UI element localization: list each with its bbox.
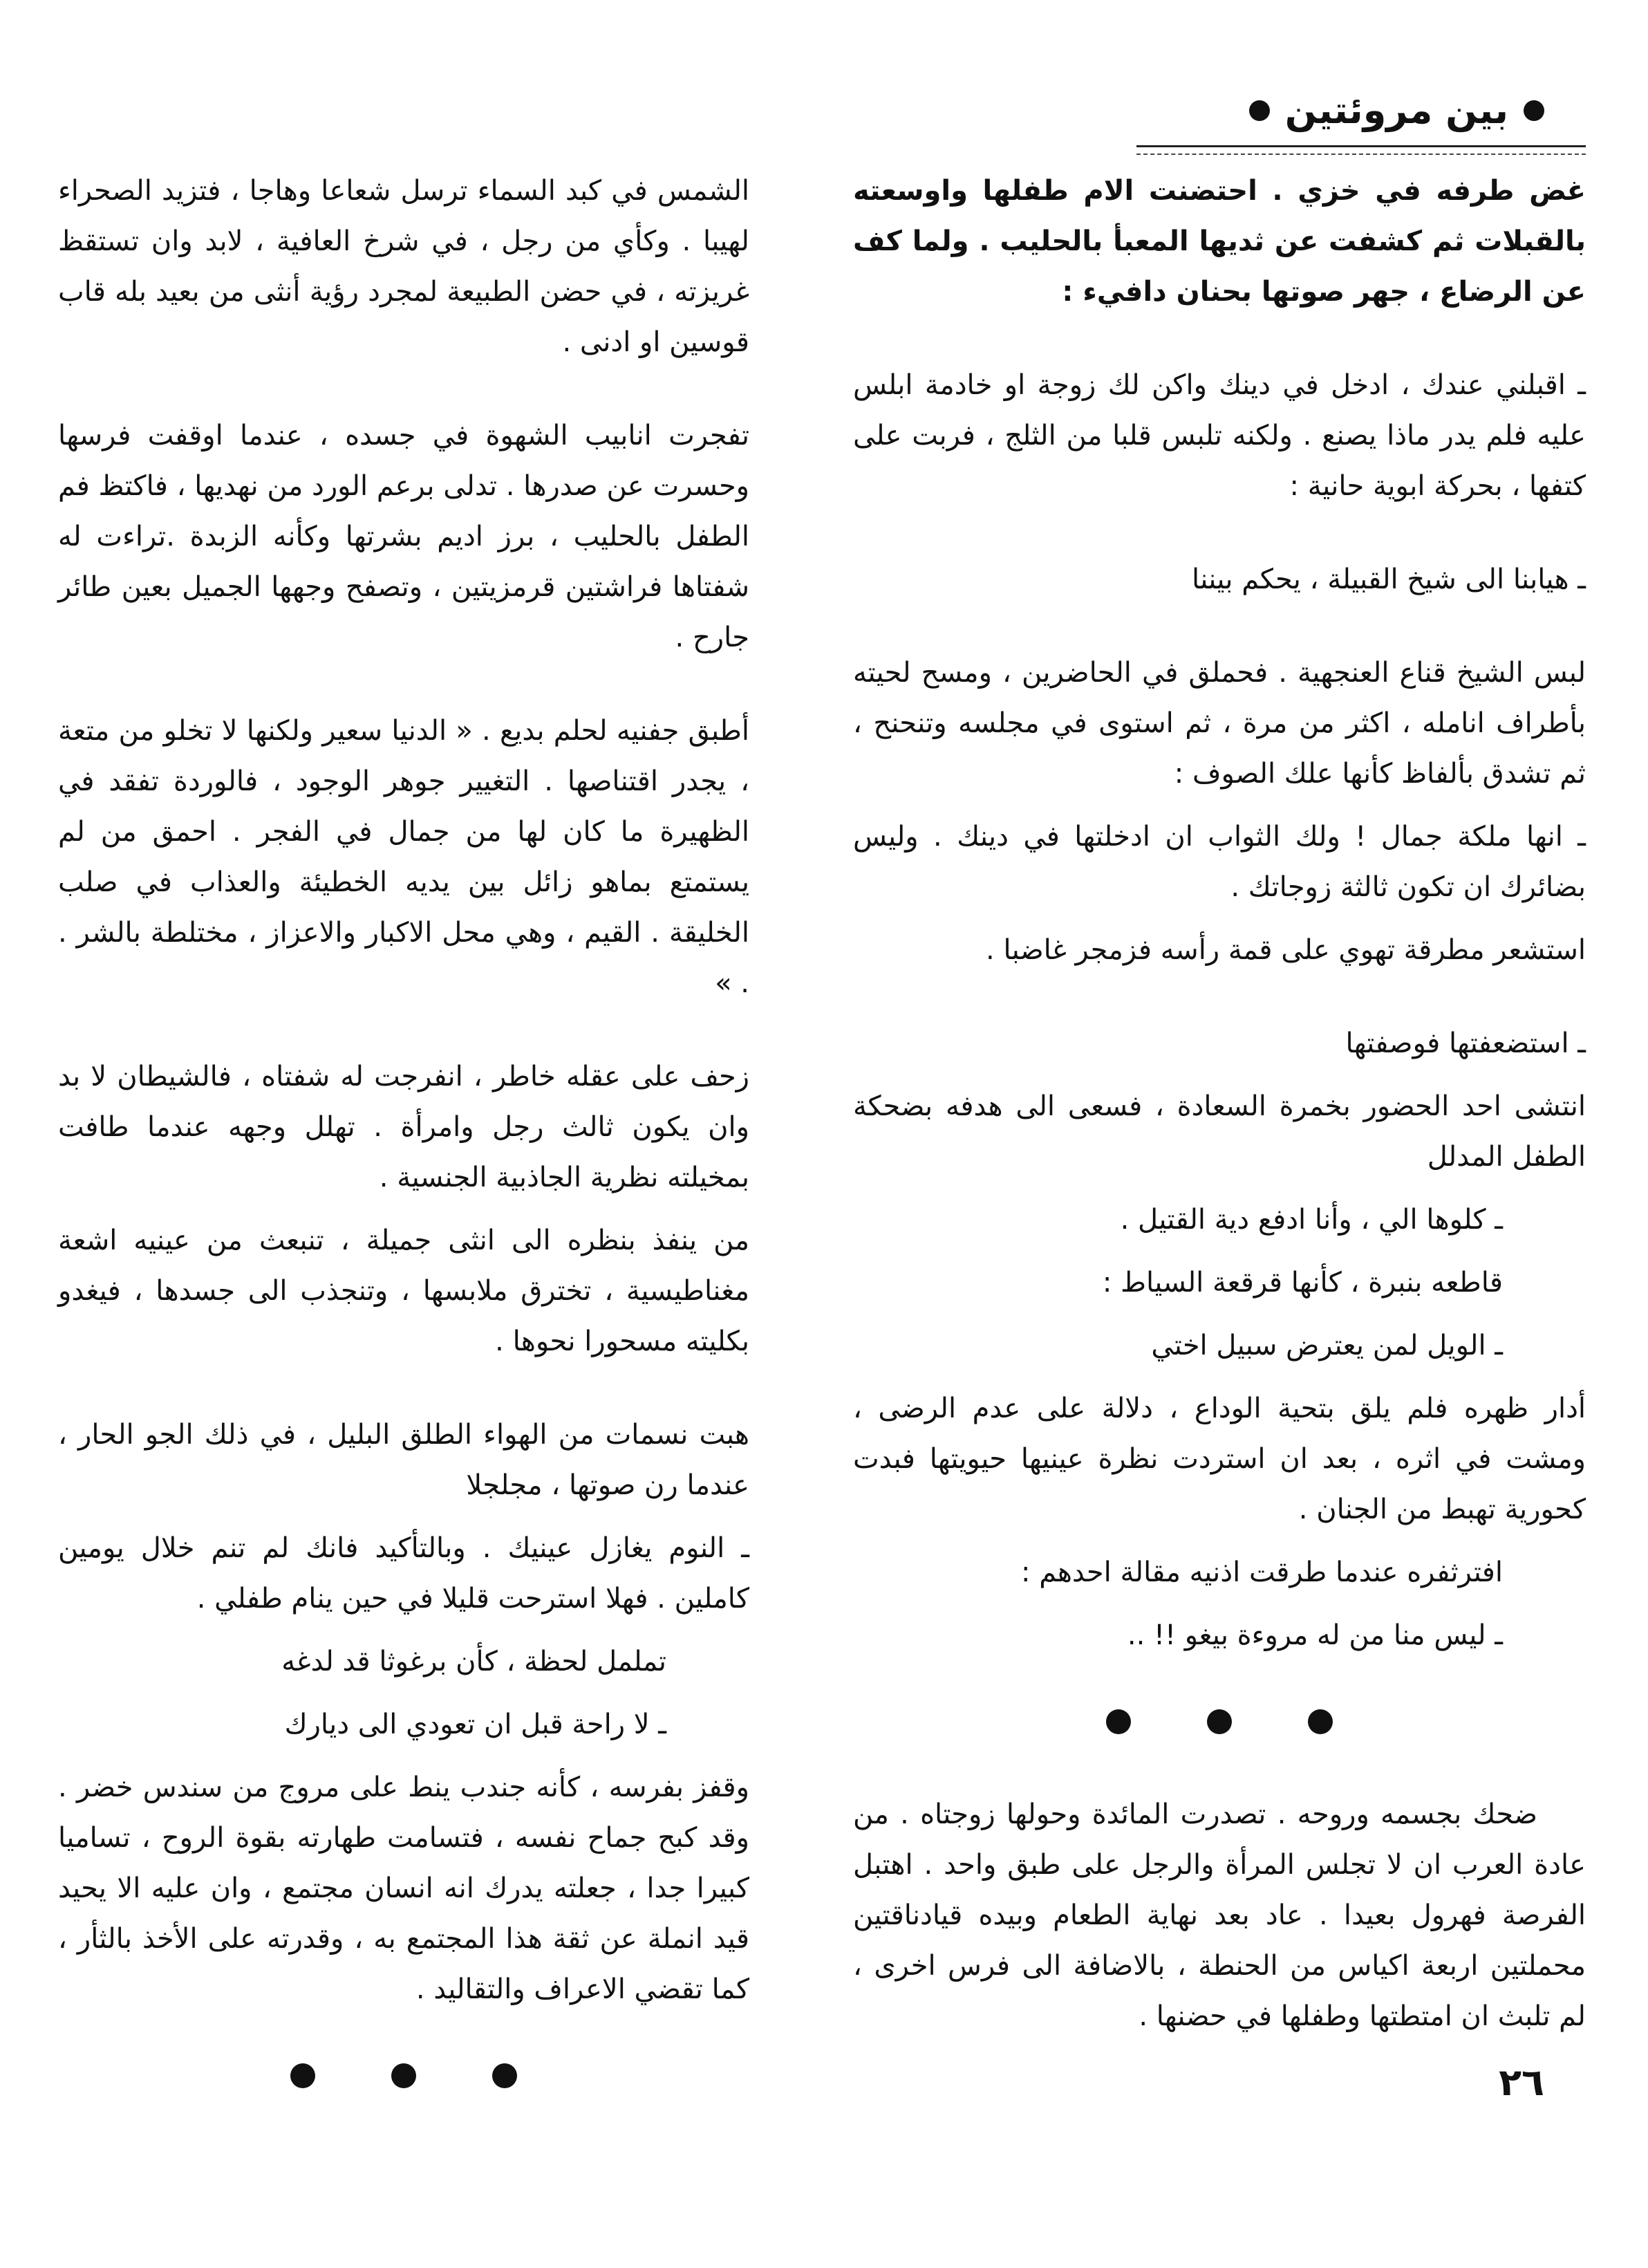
paragraph: غض طرفه في خزي . احتضنت الام طفلها واوسعته بالقبلات ثم كشفت عن ثديها المعبأ بالحليب . ولما كف عن الرضاع ، جهر صوتها بحنان دافيء : (853, 175, 1586, 308)
paragraph: ـ استضعفتها فوصفتها (1345, 1028, 1586, 1059)
header-rule-dashed (1136, 154, 1586, 155)
paragraph: وقفز بفرسه ، كأنه جندب ينط على مروج من سندس خضر . وقد كبح جماح نفسه ، فتسامت طهارته بقوة الروح ، تساميا كبيرا جدا ، جعلته يدرك انه انسان مجتمع ، وان عليه الا يحيد قيد انملة عن ثقة هذا المجتمع به ، وقدرته على الأخذ بالثأر ، كما تقضي الاعراف والتقاليد . (58, 1772, 749, 2005)
dot-icon (391, 2063, 416, 2088)
header-rule (1136, 145, 1586, 147)
paragraph: افترثفره عندما طرقت اذنيه مقالة احدهم : (1021, 1556, 1503, 1588)
paragraph: ـ ليس منا من له مروءة بيغو !! .. (1127, 1619, 1503, 1651)
left-column (58, 166, 749, 2144)
paragraph: هبت نسمات من الهواء الطلق البليل ، في ذلك الجو الحار ، عندما رن صوتها ، مجلجلا (58, 1419, 749, 1501)
paragraph: لبس الشيخ قناع العنجهية . فحملق في الحاضرين ، ومسح لحيته بأطراف انامله ، اكثر من مرة ، ثم استوى في مجلسه وتنحنح ، ثم تشدق بألفاظ كأنها علك الصوف : (853, 657, 1586, 790)
paragraph: انتشى احد الحضور بخمرة السعادة ، فسعى الى هدفه بضحكة الطفل المدلل (853, 1090, 1586, 1173)
paragraph: زحف على عقله خاطر ، انفرجت له شفتاه ، فالشيطان لا بد وان يكون ثالث رجل وامرأة . تهلل وجهه عندما طافت بمخيلته نظرية الجاذبية الجنسية . (58, 1061, 749, 1193)
paragraph: تفجرت انابيب الشهوة في جسده ، عندما اوقفت فرسها وحسرت عن صدرها . تدلى برعم الورد من نهديها ، فاكتظ فم الطفل بالحليب ، برز اديم بشرتها وكأنه الزبدة .تراءت له شفتاها فراشتين قرمزيتين ، وتصفح وجهها الجميل بعين طائر جارح . (58, 420, 749, 653)
section-break (853, 1709, 1586, 1734)
paragraph: أدار ظهره فلم يلق بتحية الوداع ، دلالة على عدم الرضى ، ومشت في اثره ، بعد ان استردت نظرة عينيها حيويتها فبدت كحورية تهبط من الجنان . (853, 1393, 1586, 1525)
dot-icon (1308, 1709, 1333, 1734)
dot-icon (1106, 1709, 1131, 1734)
bullet-dot-icon (1249, 100, 1270, 121)
paragraph: ـ اقبلني عندك ، ادخل في دينك واكن لك زوجة او خادمة ابلس عليه فلم يدر ماذا يصنع . ولكنه تلبس قلبا من الثلج ، فربت على كتفها ، بحركة ابوية حانية : (853, 369, 1586, 502)
paragraph: ضحك بجسمه وروحه . تصدرت المائدة وحولها زوجتاه . من عادة العرب ان لا تجلس المرأة والرجل على طبق واحد . اهتبل الفرصة فهرول بعيدا . عاد بعد نهاية الطعام وبيده قيادناقتين محملتين اربعة اكياس من الحنطة ، بالاضافة الى فرس اخرى ، لم تلبث ان امتطتها وطفلها في حضنها . (853, 1798, 1586, 2032)
dot-icon (1207, 1709, 1232, 1734)
paragraph: أطبق جفنيه لحلم بديع . « الدنيا سعير ولكنها لا تخلو من متعة ، يجدر اقتناصها . التغيير جوهر الوجود ، فالوردة تفقد في الظهيرة ما كان لها من جمال في الفجر . احمق من لم يستمتع بماهو زائل بين يديه الخطيئة والعذاب في صلب الخليقة . القيم ، وهي محل الاكبار والاعزاز ، مختلطة بالشر . . » (58, 715, 749, 999)
right-column (853, 166, 1586, 2054)
dot-icon (492, 2063, 517, 2088)
paragraph: ـ الويل لمن يعترض سبيل اختي (1151, 1330, 1503, 1361)
section-break (58, 2063, 749, 2088)
bullet-dot-icon (1524, 100, 1544, 121)
article-header (1249, 89, 1544, 132)
paragraph: ـ لا راحة قبل ان تعودي الى ديارك (284, 1709, 666, 1740)
paragraph: ـ انها ملكة جمال ! ولك الثواب ان ادخلتها في دينك . وليس بضائرك ان تكون ثالثة زوجاتك . (853, 821, 1586, 903)
article-title: بين مروئتين (1284, 89, 1508, 132)
paragraph: ـ هيابنا الى شيخ القبيلة ، يحكم بيننا (1192, 564, 1586, 595)
page-number: ٢٦ (1499, 2061, 1544, 2104)
paragraph: الشمس في كبد السماء ترسل شعاعا وهاجا ، فتزيد الصحراء لهيبا . وكأي من رجل ، في شرخ العافية ، لابد وان تستقظ غريزته ، في حضن الطبيعة لمجرد رؤية أنثى من بعيد بله قاب قوسين او ادنى . (58, 175, 749, 358)
paragraph: ـ كلوها الي ، وأنا ادفع دية القتيل . (1120, 1204, 1503, 1236)
paragraph: ـ النوم يغازل عينيك . وبالتأكيد فانك لم تنم خلال يومين كاملين . فهلا استرحت قليلا في حين ينام طفلي . (58, 1532, 749, 1615)
paragraph: من ينفذ بنظره الى انثى جميلة ، تنبعث من عينيه اشعة مغناطيسية ، تخترق ملابسها ، وتنجذب الى جسدها ، فيغدو بكليته مسحورا نحوها . (58, 1225, 749, 1357)
dot-icon (290, 2063, 315, 2088)
paragraph: قاطعه بنبرة ، كأنها قرقعة السياط : (1102, 1267, 1503, 1299)
paragraph: استشعر مطرقة تهوي على قمة رأسه فزمجر غاضبا . (986, 934, 1586, 966)
paragraph: تململ لحظة ، كأن برغوثا قد لدغه (281, 1646, 666, 1677)
